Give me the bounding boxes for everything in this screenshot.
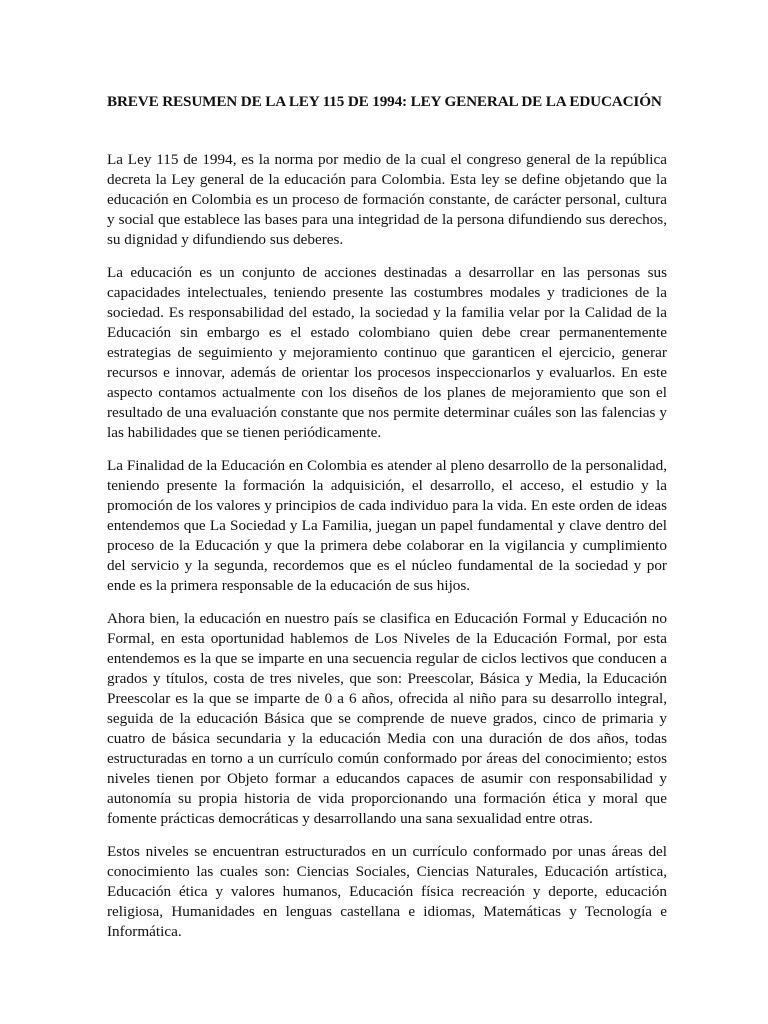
paragraph-4: Ahora bien, la educación en nuestro país se clasifica en Educación Formal y Educación no Formal, en esta oportunidad hablemos de Los Niveles de la Educación Formal, por esta entendemos es la que se imparte en una secuencia regular de ciclos lectivos que conducen a grados y títulos, costa de tres niveles, que son: Preescolar, Básica y Media, la Educación Preescolar es la que se imparte de 0 a 6 años, ofrecida al niño para su desarrollo integral, seguida de la educación Básica que se comprende de nueve grados, cinco de primaria y cuatro de básica secundaria y la educación Media con una duración de dos años, todas estructuradas en torno a un currículo común conformado por áreas del conocimiento; estos niveles tienen por Objeto formar a educandos capaces de asumir con responsabilidad y autonomía su propia historia de vida proporcionando una formación ética y moral que fomente prácticas democráticas y desarrollando una sana sexualidad entre otras. bbox=[107, 610, 667, 827]
paragraph-5: Estos niveles se encuentran estructurados en un currículo conformado por unas áreas del conocimiento las cuales son: Ciencias Sociales, Ciencias Naturales, Educación artística, Educación ética y valores humanos, Educación física recreación y deporte, educación religiosa, Humanidades en lenguas castellana e idiomas, Matemáticas y Tecnología e Informática. bbox=[107, 843, 667, 940]
document-title: BREVE RESUMEN DE LA LEY 115 DE 1994: LEY GENERAL DE LA EDUCACIÓN bbox=[107, 93, 662, 110]
paragraph-3: La Finalidad de la Educación en Colombia es atender al pleno desarrollo de la personalidad, teniendo presente la formación la adquisición, el desarrollo, el acceso, el estudio y la promoción de los valores y principios de cada individuo para la vida. En este orden de ideas entendemos que La Sociedad y La Familia, juegan un papel fundamental y clave dentro del proceso de la Educación y que la primera debe colaborar en la vigilancia y cumplimiento del servicio y la segunda, recordemos que es el núcleo fundamental de la sociedad y por ende es la primera responsable de la educación de sus hijos. bbox=[107, 457, 667, 594]
paragraph-2: La educación es un conjunto de acciones destinadas a desarrollar en las personas sus capacidades intelectuales, teniendo presente las costumbres modales y tradiciones de la sociedad. Es responsabilidad del estado, la sociedad y la familia velar por la Calidad de la Educación sin embargo es el estado colombiano quien debe crear permanentemente estrategias de seguimiento y mejoramiento continuo que garanticen el ejercicio, generar recursos e innovar, además de orientar los procesos inspeccionarlos y evaluarlos. En este aspecto contamos actualmente con los diseños de los planes de mejoramiento que son el resultado de una evaluación constante que nos permite determinar cuáles son las falencias y las habilidades que se tienen periódicamente. bbox=[107, 264, 667, 441]
document-body bbox=[107, 92, 667, 955]
paragraph-1: La Ley 115 de 1994, es la norma por medio de la cual el congreso general de la república decreta la Ley general de la educación para Colombia. Esta ley se define objetando que la educación en Colombia es un proceso de formación constante, de carácter personal, cultura y social que establece las bases para una integridad de la persona difundiendo sus derechos, su dignidad y difundiendo sus deberes. bbox=[107, 151, 667, 248]
